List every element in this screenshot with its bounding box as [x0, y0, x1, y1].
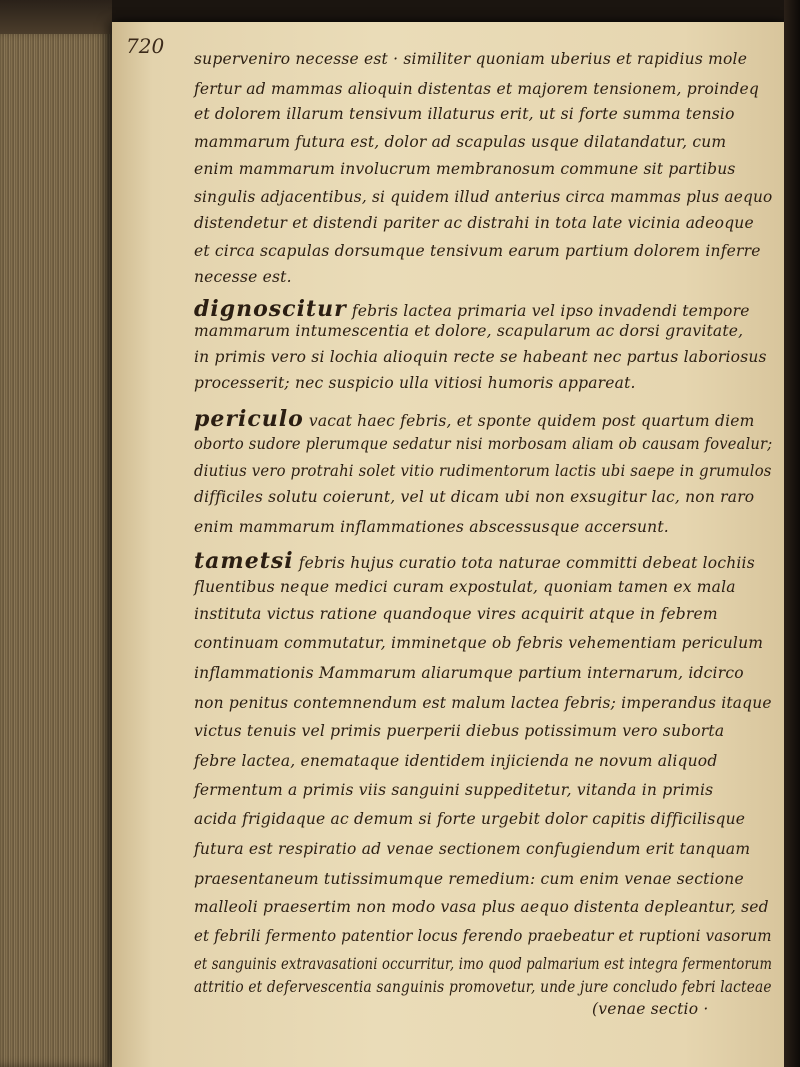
manuscript-line: futura est respiratio ad venae sectionem confugiendum erit tanquam: [194, 840, 751, 858]
line-text: febris hujus curatio tota naturae committi debeat lochiis: [293, 554, 755, 572]
manuscript-line: et circa scapulas dorsumque tensivum earum partium dolorem inferre: [194, 242, 761, 260]
manuscript-line: praesentaneum tutissimumque remedium: cum enim venae sectione: [194, 870, 744, 888]
manuscript-line: [194, 296, 750, 322]
manuscript-line: distendetur et distendi pariter ac distrahi in tota late vicinia adeoque: [194, 214, 754, 232]
manuscript-line: continuam commutatur, imminetque ob febris vehementiam periculum: [194, 634, 764, 652]
manuscript-line: victus tenuis vel primis puerperii diebus potissimum vero suborta: [194, 722, 725, 740]
manuscript-line: in primis vero si lochia alioquin recte se habeant nec partus laboriosus: [194, 348, 767, 366]
book-page-edges: [0, 30, 112, 1067]
manuscript-line: enim mammarum inflammationes abscessusque accersunt.: [194, 518, 669, 536]
manuscript-line: instituta victus ratione quandoque vires acquirit atque in febrem: [194, 605, 718, 623]
manuscript-line: inflammationis Mammarum aliarumque partium internarum, idcirco: [194, 664, 744, 682]
manuscript-line: necesse est.: [194, 268, 292, 286]
manuscript-line: (venae sectio ·: [592, 1000, 709, 1018]
manuscript-page: [112, 22, 784, 1067]
manuscript-line: mammarum futura est, dolor ad scapulas usque dilatandatur, cum: [194, 133, 727, 151]
manuscript-line: et sanguinis extravasationi occurritur, imo quod palmarium est integra fermentorum: [194, 955, 773, 973]
manuscript-line: fertur ad mammas alioquin distentas et majorem tensionem, proindeq: [194, 80, 760, 98]
line-text: febris lactea primaria vel ipso invadendi tempore: [346, 302, 750, 320]
manuscript-line: [194, 548, 755, 574]
manuscript-line: non penitus contemnendum est malum lactea febris; imperandus itaque: [194, 694, 772, 712]
section-keyword: dignoscitur: [194, 296, 347, 322]
manuscript-line: fermentum a primis viis sanguini suppeditetur, vitanda in primis: [194, 781, 714, 799]
manuscript-line: [194, 406, 755, 432]
manuscript-line: diutius vero protrahi solet vitio rudimentorum lactis ubi saepe in grumulos: [194, 462, 772, 480]
manuscript-line: attritio et defervescentia sanguinis promovetur, unde jure concludo febri lacteae: [194, 978, 772, 996]
manuscript-line: mammarum intumescentia et dolore, scapularum ac dorsi gravitate,: [194, 322, 744, 340]
manuscript-line: acida frigidaque ac demum si forte urgebit dolor capitis difficilisque: [194, 810, 746, 828]
manuscript-line: fluentibus neque medici curam expostulat, quoniam tamen ex mala: [194, 578, 736, 596]
manuscript-line: febre lactea, enemataque identidem injicienda ne novum aliquod: [194, 752, 718, 770]
folio-number: 720: [126, 34, 165, 58]
manuscript-line: singulis adjacentibus, si quidem illud anterius circa mammas plus aequo: [194, 188, 773, 206]
book-gutter-shadow: [784, 0, 800, 1067]
book-cover-edge: [0, 0, 112, 34]
manuscript-line: et dolorem illarum tensivum illaturus erit, ut si forte summa tensio: [194, 105, 735, 123]
manuscript-line: difficiles solutu coierunt, vel ut dicam ubi non exsugitur lac, non raro: [194, 488, 755, 506]
manuscript-line: malleoli praesertim non modo vasa plus aequo distenta depleantur, sed: [194, 898, 769, 916]
section-keyword: periculo: [194, 406, 304, 432]
manuscript-line: processerit; nec suspicio ulla vitiosi humoris appareat.: [194, 374, 636, 392]
manuscript-line: enim mammarum involucrum membranosum commune sit partibus: [194, 160, 736, 178]
manuscript-line: et febrili fermento patentior locus ferendo praebeatur et ruptioni vasorum: [194, 927, 772, 945]
section-keyword: tametsi: [194, 548, 294, 574]
manuscript-line: oborto sudore plerumque sedatur nisi morbosam aliam ob causam fovealur;: [194, 435, 773, 453]
line-text: vacat haec febris, et sponte quidem post quartum diem: [303, 412, 755, 430]
manuscript-line: superveniro necesse est · similiter quoniam uberius et rapidius mole: [194, 50, 748, 68]
